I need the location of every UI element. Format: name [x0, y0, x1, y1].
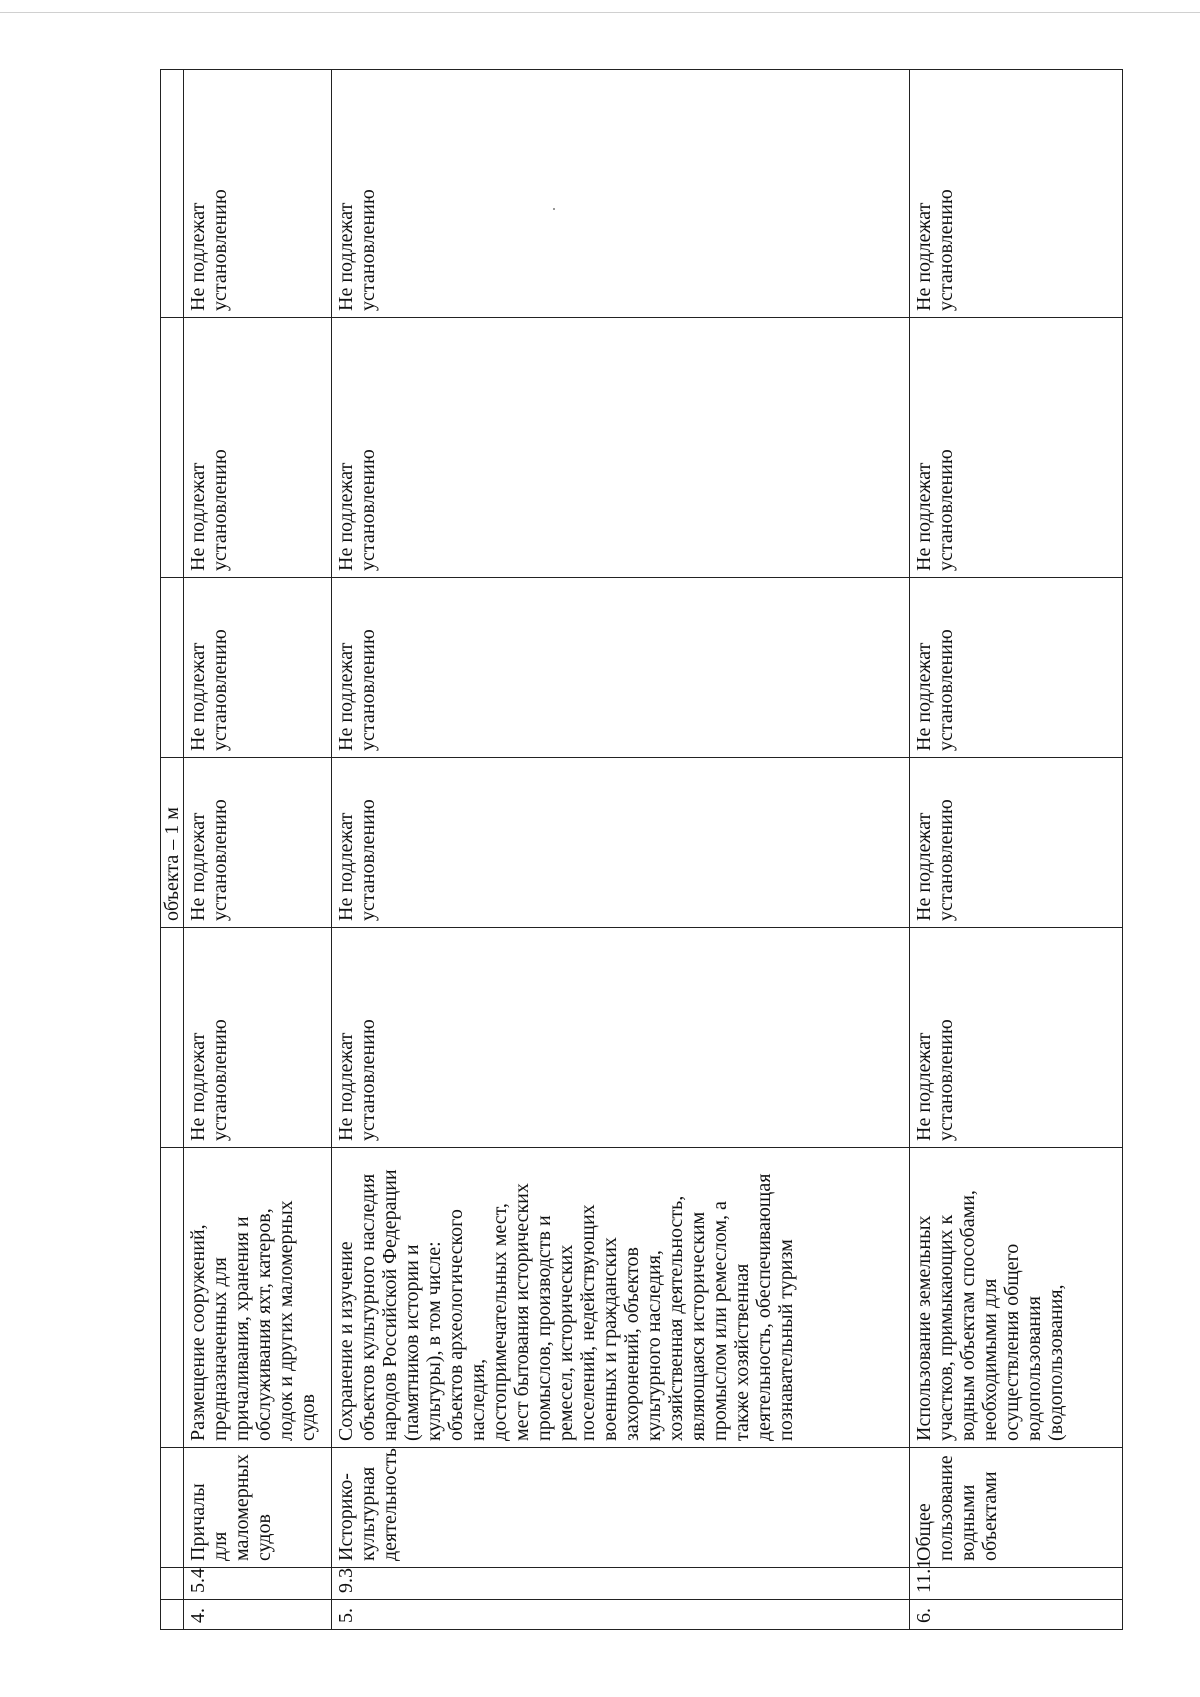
param-cell-6: Не подлежат установлению [332, 758, 910, 928]
table-row [184, 70, 332, 1630]
param-cell-5: Не подлежат установлению [184, 928, 332, 1148]
use-description: Сохранение и изучение объектов культурного наследия народов Российской Федерации (памятников истории и культуры), в том числе: объектов археологического наследия, достопримечательных мест, мест бытования исторических промыслов, производств и ремесел, исторических поселений, недействующих военных и гражданских захоронений, объектов культурного наследия, хозяйственная деятельность, являющаяся историческим промыслом или ремеслом, а также хозяйственная деятельность, обеспечивающая познавательный туризм [332, 1148, 910, 1448]
cont-cell-code [161, 1568, 184, 1600]
cont-cell-6: объекта – 1 м [161, 758, 184, 928]
row-number: 5. [332, 1600, 910, 1630]
use-code: 11.1 [910, 1568, 1123, 1600]
cont-cell-9 [161, 70, 184, 318]
param-cell-7: Не подлежат установлению [910, 578, 1123, 758]
param-cell-9: Не подлежат установлению [184, 70, 332, 318]
use-description: Использование земельных участков, примыкающих к водным объектам способами, необходимыми для осуществления общего водопользования (водопользования, [910, 1148, 1123, 1448]
continuation-row [161, 70, 184, 1630]
regulations-table [160, 69, 1123, 1630]
param-cell-9: Не подлежат установлению [910, 70, 1123, 318]
param-cell-8: Не подлежат установлению [184, 318, 332, 578]
param-cell-8: Не подлежат установлению [910, 318, 1123, 578]
param-cell-7: Не подлежат установлению [332, 578, 910, 758]
param-cell-6: Не подлежат установлению [184, 758, 332, 928]
use-name: Историко- культурная деятельность [332, 1448, 910, 1568]
param-cell-5: Не подлежат установлению [332, 928, 910, 1148]
row-number: 4. [184, 1600, 332, 1630]
use-code: 5.4 [184, 1568, 332, 1600]
param-cell-7: Не подлежат установлению [184, 578, 332, 758]
row-number: 6. [910, 1600, 1123, 1630]
cont-cell-7 [161, 578, 184, 758]
table-row [910, 70, 1123, 1630]
use-code: 9.3 [332, 1568, 910, 1600]
cont-cell-description [161, 1148, 184, 1448]
use-description: Размещение сооружений, предназначенных для причаливания, хранения и обслуживания яхт, катеров, лодок и других маломерных судов [184, 1148, 332, 1448]
table-row [332, 70, 910, 1630]
use-name: Общее пользование водными объектами [910, 1448, 1123, 1568]
param-cell-5: Не подлежат установлению [910, 928, 1123, 1148]
use-name: Причалы для маломерных судов [184, 1448, 332, 1568]
cont-cell-5 [161, 928, 184, 1148]
rotated-page [160, 70, 1200, 1630]
scan-edge-line [0, 12, 1200, 13]
param-cell-8: Не подлежат установлению [332, 318, 910, 578]
cont-cell-8 [161, 318, 184, 578]
param-cell-9: Не подлежат установлению [332, 70, 910, 318]
cont-cell-name [161, 1448, 184, 1568]
param-cell-6: Не подлежат установлению [910, 758, 1123, 928]
cont-cell-num [161, 1600, 184, 1630]
